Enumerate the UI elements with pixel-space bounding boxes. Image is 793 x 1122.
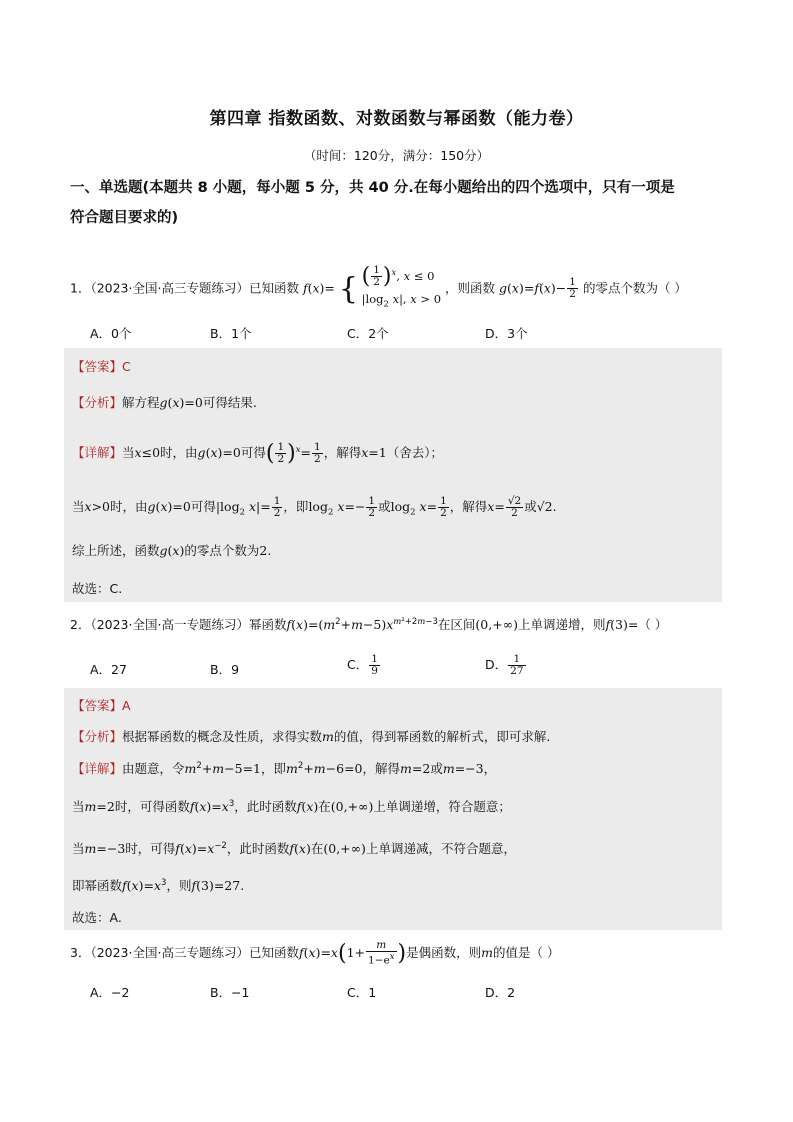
option-d: D．3个: [485, 326, 528, 341]
option-b: B．−1: [210, 985, 250, 1000]
section-heading: 一、单选题(本题共 8 小题，每小题 5 分，共 40 分.在每小题给出的四个选项中，只有一项是: [70, 180, 675, 196]
option-a: A．−2: [90, 985, 130, 1000]
option-d: D．2: [485, 985, 516, 1000]
question-2: 2．（2023·全国·高一专题练习）幂函数$f(x)=(m^2+m-5)x^{m^2+2m-3}$在区间(0,+∞)上单调递增，则f(3)=（ ）: [70, 616, 668, 632]
exam-info: （时间：120分，满分：150分）: [303, 148, 490, 163]
option-c: C．1: [347, 985, 377, 1000]
detail-1-line-3: 综上所述，函数g(x)的零点个数为2.: [72, 543, 272, 558]
detail-2-line-2: 当m=2时，可得函数$f(x)=x^3$，此时函数f(x)在(0,+∞)上单调递增，符合题意；: [72, 798, 511, 814]
option-b: B．1个: [210, 326, 252, 341]
detail-1-line-1: 【详解】当x≤0时，由g(x)=0可得( $\frac{1}{2}$ )$^x$= $\frac{1}{2}$ ，解得x=1（舍去）；: [72, 441, 443, 466]
analysis-2: 【分析】根据幂函数的概念及性质，求得实数m的值，得到幂函数的解析式，即可求解.: [72, 729, 551, 744]
option-a: A．27: [90, 662, 127, 677]
option-c: C．2个: [347, 326, 389, 341]
detail-2-line-1: 【详解】由题意，令$m^2+m-5=1$，即$m^2+m-6=0$，解得m=2或m=−3，: [72, 760, 497, 776]
option-c: C． $\frac{1}{9}$: [347, 653, 378, 677]
answer-2: 【答案】A: [72, 698, 131, 713]
detail-1-line-4: 故选：C.: [72, 581, 123, 596]
page-title: 第四章 指数函数、对数函数与幂函数（能力卷）: [209, 109, 584, 129]
detail-1-line-2: 当x>0时，由g(x)=0可得$|\log_2$ x|= $\frac{1}{2}$ ，即$\log_2 x=-$ $\frac{1}{2}$ 或$\log_2 x=$ $\frac{1}{2}$ ，解得x= $\frac{√2}{2}$ 或√2.: [72, 495, 557, 519]
detail-2-line-5: 故选：A.: [72, 910, 122, 925]
option-d: D． $\frac{1}{27}$: [485, 653, 524, 677]
option-b: B．9: [210, 662, 240, 677]
section-heading-cont: 符合题目要求的): [70, 210, 179, 226]
question-1: 1．（2023·全国·高三专题练习）已知函数 f(x)= { ( $\frac{1}{2}$ )$^x$, x ≤ 0 $|\log_2$ x|, x > 0 ，则函数 g(x)=f(x)− $\frac{1}{2}$ 的零点个数为（ ）: [70, 262, 687, 316]
answer-box-1: [64, 348, 722, 602]
detail-2-line-3: 当m=−3时，可得$f(x)=x^{-2}$，此时函数f(x)在(0,+∞)上单调递减，不符合题意，: [72, 840, 516, 856]
piecewise-function: { ( $\frac{1}{2}$ )$^x$, x ≤ 0 $|\log_2$ x|, x > 0: [338, 263, 442, 310]
option-a: A．0个: [90, 326, 132, 341]
answer-1: 【答案】C: [72, 359, 131, 374]
detail-2-line-4: 即幂函数$f(x)=x^3$，则f(3)=27.: [72, 877, 245, 893]
analysis-1: 【分析】解方程g(x)=0可得结果.: [72, 395, 257, 410]
question-3: 3．（2023·全国·高三专题练习）已知函数f(x)=x(1+ $\frac{m}{1-e^x}$ )是偶函数，则m的值是（ ）: [70, 939, 560, 967]
question-1-prefix: 1．（2023·全国·高三专题练习）已知函数: [70, 280, 299, 296]
